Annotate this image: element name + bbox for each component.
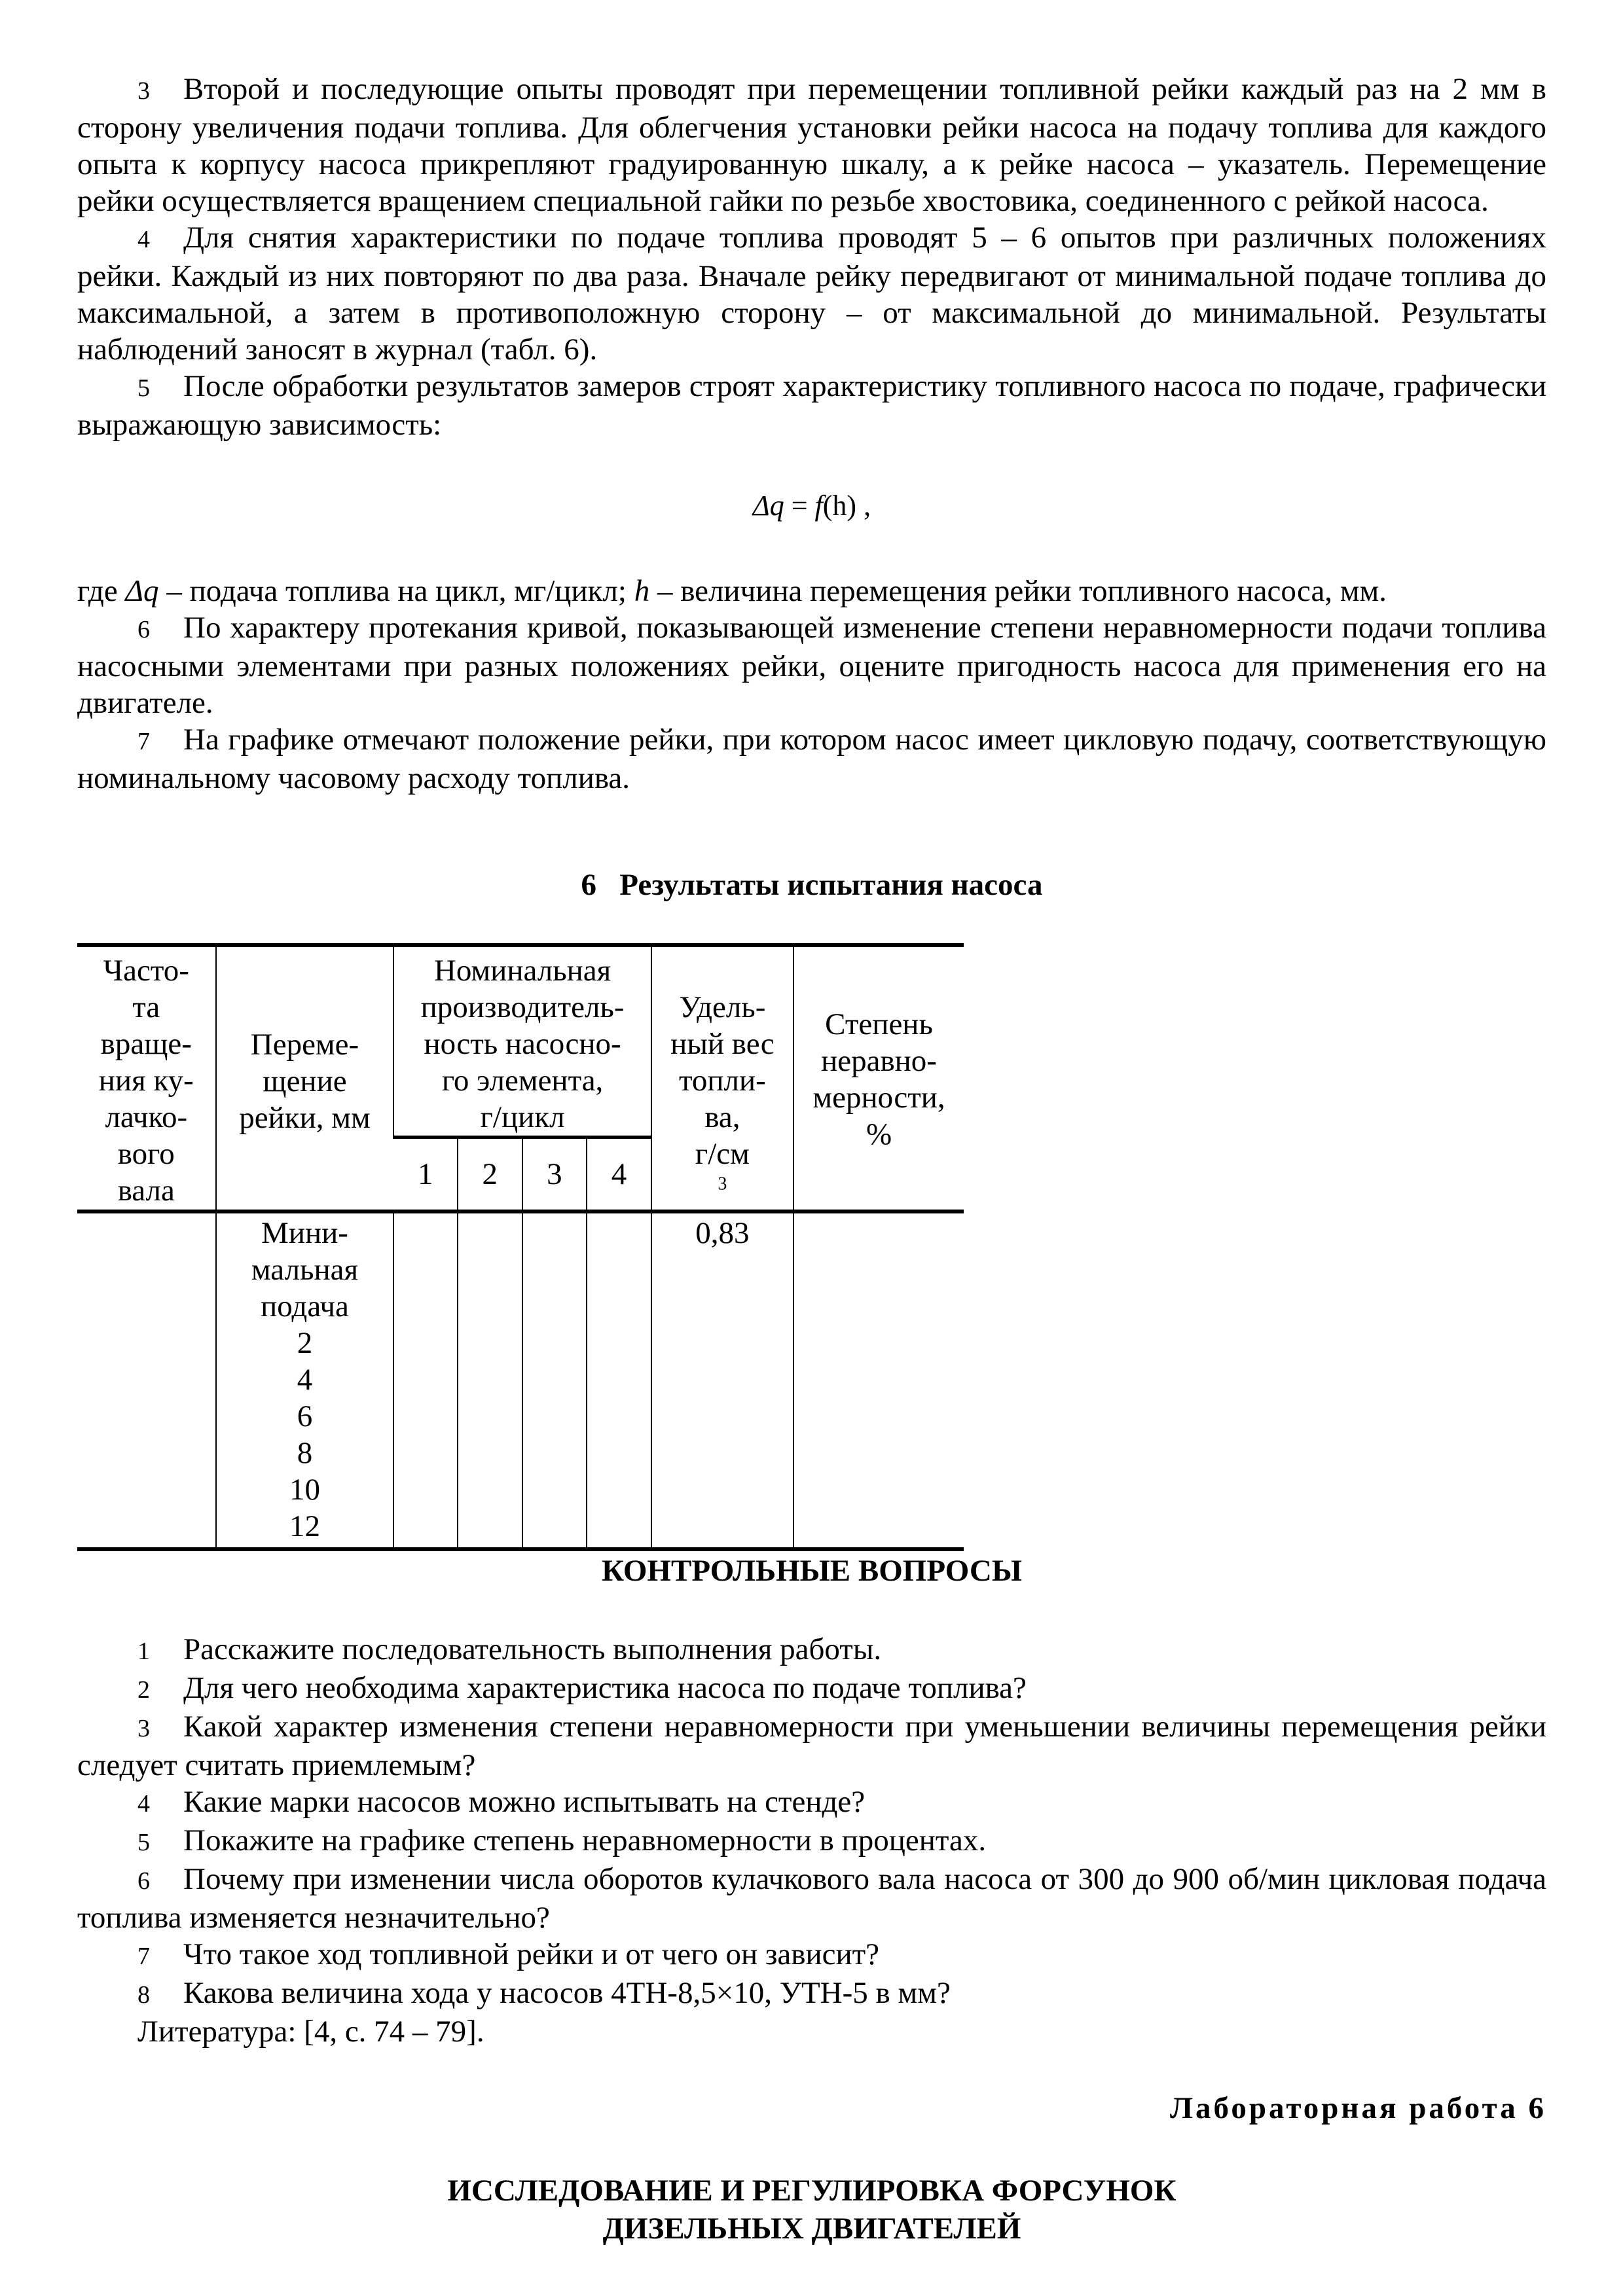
formula-lhs: Δq	[752, 490, 784, 522]
cell-specific-weight: 0,83	[651, 1211, 793, 1549]
question-item: 7 Что такое ход топливной рейки и от чего он зависит?	[137, 1937, 880, 1971]
paragraph-text: Второй и последующие опыты проводят при перемещении топливной рейки каждый раз на 2 мм в сторону увеличения подачи топлива. Для облегчения установки рейки насоса на подачу топлива для каждого опыта к корпусу насоса прикрепляют градуированную шкалу, а к рейке насоса – указатель. Перемещение рейки осуществляется вращением специальной гайки по резьбе хвостовика, соединенного с рейкой насоса.	[77, 72, 1546, 218]
paragraph-number: 4	[137, 226, 150, 253]
cell-nonuniformity	[793, 1211, 964, 1549]
question-item: 2 Для чего необходима характеристика насоса по подаче топлива?	[137, 1671, 1027, 1705]
formula-equals: =	[784, 490, 815, 522]
title-line-2: ДИЗЕЛЬНЫХ ДВИГАТЕЛЕЙ	[602, 2212, 1021, 2246]
paragraph-number: 3	[137, 77, 150, 105]
header-shaft-frequency: Часто- та враще- ния ку- лачко- вого вала	[77, 945, 216, 1211]
paragraph-7	[77, 721, 1546, 797]
formula-argument: (h)	[822, 490, 857, 522]
paragraph-text: На графике отмечают положение рейки, при котором насос имеет цикловую подачу, соответствующую номинальному часовому расходу топлива.	[77, 723, 1546, 795]
literature-reference: Литература: [4, с. 74 – 79].	[137, 2015, 484, 2049]
cell-element-4	[587, 1211, 651, 1549]
legend-text-dq: – подача топлива на цикл, мг/цикл;	[158, 574, 634, 608]
title-line-1: ИССЛЕДОВАНИЕ И РЕГУЛИРОВКА ФОРСУНОК	[447, 2174, 1176, 2208]
next-lab-title	[77, 2172, 1546, 2248]
cell-shaft-frequency	[77, 1211, 216, 1549]
question-item: 4 Какие марки насосов можно испытывать на стенде?	[137, 1785, 866, 1819]
paragraph-number: 6	[137, 616, 150, 643]
question-item: 5 Покажите на графике степень неравномерности в процентах.	[137, 1823, 987, 1857]
paragraph-number: 7	[137, 728, 150, 755]
paragraph-4	[77, 219, 1546, 368]
header-element-2: 2	[458, 1138, 522, 1212]
header-nominal-output: Номинальная производитель- ность насосно- го элемента, г/цикл	[393, 945, 651, 1138]
paragraph-text: После обработки результатов замеров строят характеристику топливного насоса по подаче, графически выражающую зависимость:	[77, 369, 1546, 442]
questions-list	[77, 1631, 1546, 2050]
results-table	[77, 943, 964, 1551]
legend-symbol-dq: Δq	[125, 574, 159, 608]
header-element-1: 1	[393, 1138, 458, 1212]
legend-symbol-h: h	[634, 574, 650, 608]
header-element-4: 4	[587, 1138, 651, 1212]
cell-element-1	[393, 1211, 458, 1549]
cell-element-2	[458, 1211, 522, 1549]
document-page	[77, 71, 1546, 2248]
question-item: 3 Какой характер изменения степени неравномерности при уменьшении величины перемещения рейки следует считать приемлемым?	[77, 1710, 1546, 1782]
table-title: 6 Результаты испытания насоса	[581, 868, 1043, 902]
cell-element-3	[522, 1211, 587, 1549]
header-element-3: 3	[522, 1138, 587, 1212]
questions-title: КОНТРОЛЬНЫЕ ВОПРОСЫ	[601, 1554, 1023, 1588]
header-nonuniformity: Степень неравно- мерности, %	[793, 945, 964, 1211]
formula-function: f	[814, 490, 823, 522]
paragraph-6	[77, 609, 1546, 721]
formula	[77, 489, 1546, 528]
paragraph-5	[77, 368, 1546, 443]
question-item: 8 Какова величина хода у насосов 4ТН-8,5×10, УТН-5 в мм?	[137, 1976, 951, 2010]
header-specific-weight: Удель- ный вес топли- ва, г/см $^3$	[651, 945, 793, 1211]
paragraph-text: Для снятия характеристики по подаче топлива проводят 5 – 6 опытов при различных положениях рейки. Каждый из них повторяют по два раза. Вначале рейку передвигают от минимальной подаче топлива до максимальной, а затем в противоположную сторону – от максимальной до минимальной. Результаты наблюдений заносят в журнал (табл. 6).	[77, 221, 1546, 367]
formula-tail: ,	[856, 490, 871, 522]
question-item: 1 Расскажите последовательность выполнения работы.	[137, 1632, 882, 1666]
header-rack-displacement: Переме- щение рейки, мм	[216, 945, 394, 1211]
cell-rack-displacement: Мини- мальная подача 2 4 6 8 10 12	[216, 1211, 394, 1549]
paragraph-3	[77, 71, 1546, 219]
question-item: 6 Почему при изменении числа оборотов кулачкового вала насоса от 300 до 900 об/мин цикловая подача топлива изменяется незначительно?	[77, 1862, 1546, 1935]
table-row	[77, 1211, 964, 1549]
legend-prefix: где	[77, 574, 126, 608]
next-lab-label: Лабораторная работа 6	[1170, 2091, 1546, 2125]
formula-legend	[77, 573, 1546, 609]
legend-text-h: – величина перемещения рейки топливного насоса, мм.	[649, 574, 1387, 608]
paragraph-text: По характеру протекания кривой, показывающей изменение степени неравномерности подачи топлива насосными элементами при разных положениях рейки, оцените пригодность насоса для применения его на двигателе.	[77, 611, 1546, 720]
paragraph-number: 5	[137, 374, 150, 402]
